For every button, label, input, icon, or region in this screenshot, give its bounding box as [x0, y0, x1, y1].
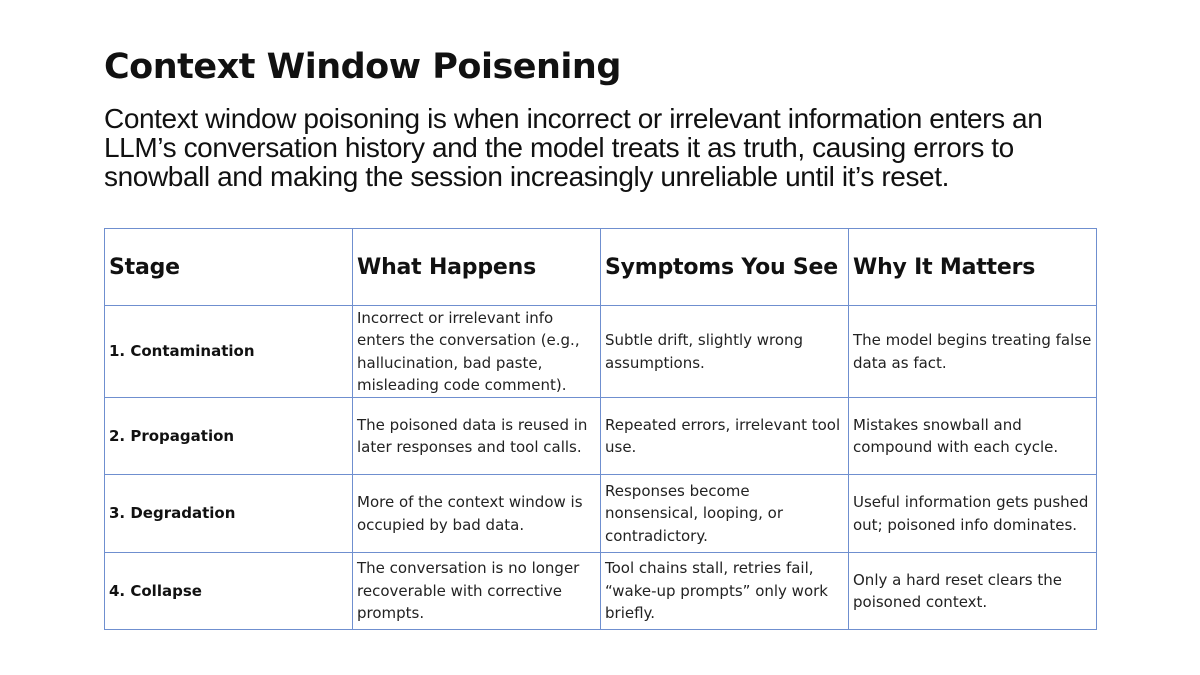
stage-cell: 4. Collapse: [105, 553, 353, 630]
symptoms-cell: Tool chains stall, retries fail, “wake-up prompts” only work briefly.: [601, 553, 849, 630]
why-it-matters-cell: The model begins treating false data as fact.: [849, 306, 1097, 398]
symptoms-cell: Subtle drift, slightly wrong assumptions.: [601, 306, 849, 398]
what-happens-cell: The conversation is no longer recoverable with corrective prompts.: [353, 553, 601, 630]
slide-subtitle: Context window poisoning is when incorrect or irrelevant information enters an LLM’s conversation history and the model treats it as truth, causing errors to snowball and making the session increasingly unreliable until it’s reset.: [104, 103, 1043, 192]
stages-table: [104, 228, 1097, 630]
table-row: [105, 306, 1097, 398]
table-header-row: [105, 229, 1097, 306]
symptoms-cell: Repeated errors, irrelevant tool use.: [601, 398, 849, 475]
stage-cell: 3. Degradation: [105, 475, 353, 553]
symptoms-cell: Responses become nonsensical, looping, or contradictory.: [601, 475, 849, 553]
why-it-matters-cell: Useful information gets pushed out; poisoned info dominates.: [849, 475, 1097, 553]
why-it-matters-cell: Mistakes snowball and compound with each cycle.: [849, 398, 1097, 475]
table-row: [105, 553, 1097, 630]
stage-cell: 1. Contamination: [105, 306, 353, 398]
table-row: [105, 475, 1097, 553]
header-why-it-matters: Why It Matters: [849, 229, 1097, 306]
what-happens-cell: The poisoned data is reused in later responses and tool calls.: [353, 398, 601, 475]
why-it-matters-cell: Only a hard reset clears the poisoned context.: [849, 553, 1097, 630]
slide-title: Context Window Poisening: [104, 47, 621, 87]
table-row: [105, 398, 1097, 475]
what-happens-cell: More of the context window is occupied by bad data.: [353, 475, 601, 553]
header-symptoms: Symptoms You See: [601, 229, 849, 306]
stage-cell: 2. Propagation: [105, 398, 353, 475]
header-what-happens: What Happens: [353, 229, 601, 306]
what-happens-cell: Incorrect or irrelevant info enters the conversation (e.g., hallucination, bad paste, misleading code comment).: [353, 306, 601, 398]
header-stage: Stage: [105, 229, 353, 306]
